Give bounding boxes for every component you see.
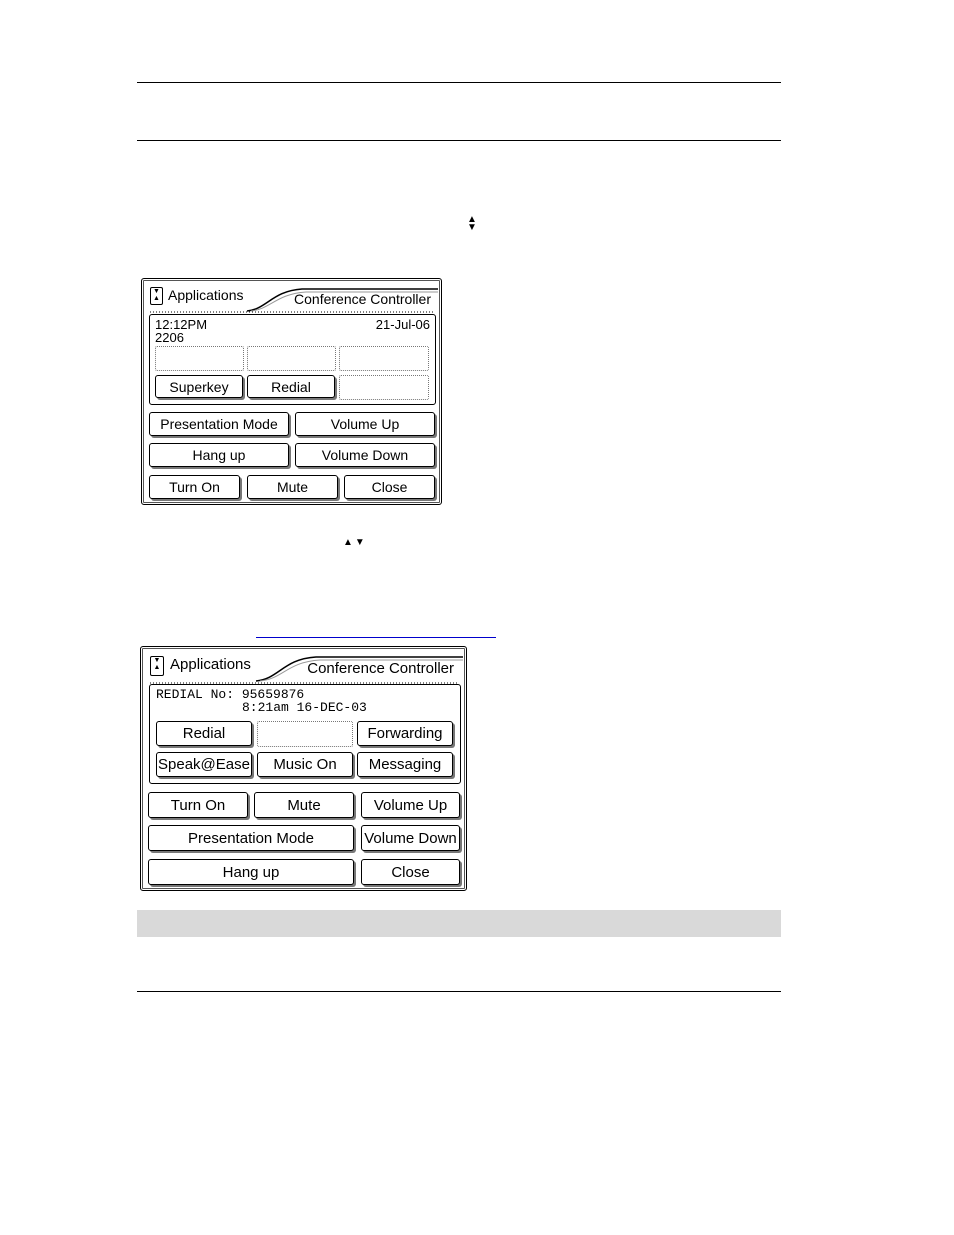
screen1-empty-softkey — [247, 346, 336, 371]
screen1-empty-softkey — [339, 346, 429, 371]
apps-menu-icon[interactable]: ▼ ▲ — [150, 287, 163, 305]
screen1-empty-softkey — [339, 375, 429, 400]
speak-ease-button[interactable]: Speak@Ease — [156, 752, 252, 777]
top-rule — [137, 82, 781, 83]
screen1-date: 21-Jul-06 — [375, 317, 430, 332]
redial-button[interactable]: Redial — [247, 375, 335, 398]
screen1-conference-controller — [141, 278, 442, 505]
screen1-empty-softkey — [155, 346, 244, 371]
close-button[interactable]: Close — [344, 475, 435, 499]
hang-up-button[interactable]: Hang up — [148, 859, 354, 885]
volume-down-button[interactable]: Volume Down — [361, 825, 460, 851]
screen2-empty-softkey — [257, 721, 353, 747]
screen2-time-line: 8:21am 16-DEC-03 — [242, 700, 367, 715]
mute-button[interactable]: Mute — [254, 792, 354, 818]
presentation-mode-button[interactable]: Presentation Mode — [149, 412, 289, 436]
screen1-apps-label[interactable]: Applications — [168, 287, 244, 303]
turn-on-button[interactable]: Turn On — [149, 475, 240, 499]
turn-on-button[interactable]: Turn On — [148, 792, 248, 818]
screen1-title: Conference Controller — [294, 291, 431, 307]
screen1-time: 12:12PM — [155, 317, 208, 332]
screen2-apps-label[interactable]: Applications — [170, 656, 251, 673]
footer-rule — [137, 991, 781, 992]
up-down-arrows-icon: ▲ ▼ — [467, 214, 477, 233]
screen2-redial-line: REDIAL No: 95659876 — [156, 687, 305, 702]
screen1-extension: 2206 — [155, 330, 184, 345]
mute-button[interactable]: Mute — [247, 475, 338, 499]
messaging-button[interactable]: Messaging — [357, 752, 453, 777]
screen2-status-panel — [149, 684, 461, 784]
screen1-status-panel — [149, 314, 436, 405]
volume-up-button[interactable]: Volume Up — [361, 792, 460, 818]
forwarding-button[interactable]: Forwarding — [357, 721, 453, 746]
note-bar — [137, 910, 781, 937]
superkey-button[interactable]: Superkey — [155, 375, 243, 398]
music-on-button[interactable]: Music On — [257, 752, 353, 777]
volume-down-button[interactable]: Volume Down — [295, 443, 435, 467]
presentation-mode-button[interactable]: Presentation Mode — [148, 825, 354, 851]
volume-up-button[interactable]: Volume Up — [295, 412, 435, 436]
cross-reference-link[interactable] — [256, 637, 496, 638]
header-rule — [137, 140, 781, 141]
redial-button[interactable]: Redial — [156, 721, 252, 746]
screen2-conference-controller — [140, 646, 467, 891]
close-button[interactable]: Close — [361, 859, 460, 885]
screen2-title: Conference Controller — [307, 660, 454, 677]
apps-menu-icon[interactable]: ▼ ▲ — [150, 656, 164, 676]
hang-up-button[interactable]: Hang up — [149, 443, 289, 467]
scroll-arrows-icon: ▲ ▼ — [343, 537, 365, 548]
